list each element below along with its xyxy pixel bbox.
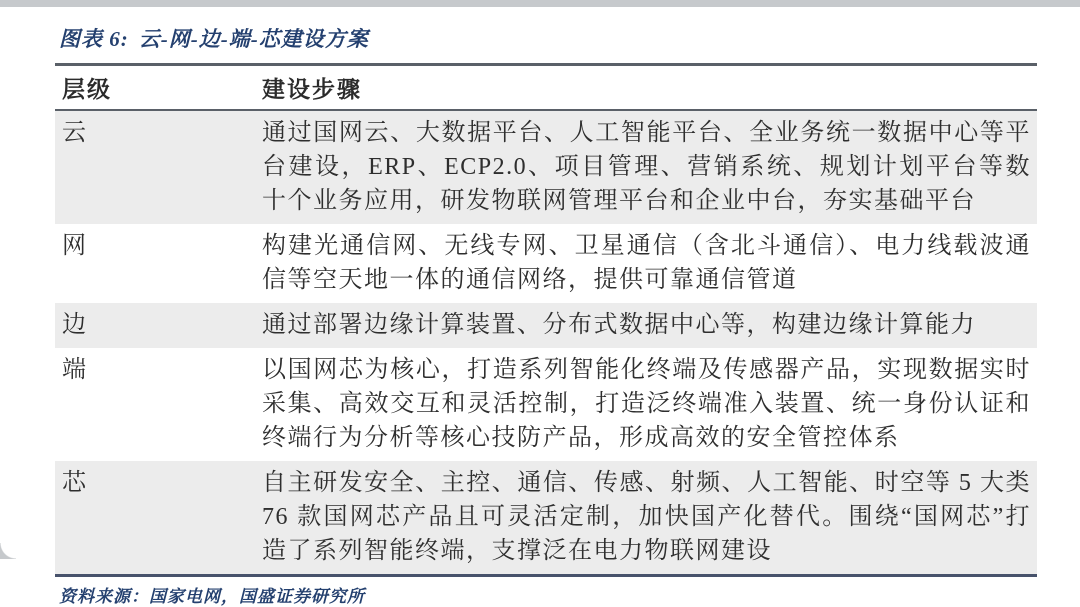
steps-cell-cloud: 通过国网云、大数据平台、人工智能平台、全业务统一数据中心等平台建设，ERP、ECP2.0、项目管理、营销系统、规划计划平台等数十个业务应用，研发物联网管理平台和企业中台，夯实基础平台 — [262, 120, 1031, 214]
table-header-row — [55, 65, 1037, 111]
rounded-corner-bottom-left — [0, 543, 16, 559]
level-cell-terminal: 端 — [62, 357, 88, 383]
figure-label: 图表 6: — [59, 27, 129, 51]
table-row-network — [55, 224, 1037, 303]
level-cell-network: 网 — [62, 233, 88, 259]
table-row-cloud — [55, 110, 1037, 224]
steps-cell-network: 构建光通信网、无线专网、卫星通信（含北斗通信）、电力线载波通信等空天地一体的通信网络，提供可靠通信管道 — [262, 233, 1031, 293]
source-text: 资料来源：国家电网，国盛证券研究所 — [59, 587, 365, 606]
steps-cell-terminal: 以国网芯为核心，打造系列智能化终端及传感器产品，实现数据实时采集、高效交互和灵活控制，打造泛终端准入装置、统一身份认证和终端行为分析等核心技防产品，形成高效的安全管控体系 — [262, 357, 1031, 451]
construction-plan-table — [55, 63, 1037, 577]
figure-content — [55, 7, 1037, 607]
level-cell-chip: 芯 — [62, 470, 88, 496]
figure-name: 云-网-边-端-芯建设方案 — [138, 27, 369, 51]
figure-title — [55, 7, 1037, 63]
column-header-steps: 建设步骤 — [262, 77, 362, 102]
steps-cell-chip: 自主研发安全、主控、通信、传感、射频、人工智能、时空等 5 大类 76 款国网芯产品且可灵活定制，加快国产化替代。围绕“国网芯”打造了系列智能终端，支撑泛在电力物联网建设 — [262, 470, 1031, 564]
top-edge-strip — [0, 0, 1080, 7]
table-row-chip — [55, 461, 1037, 576]
level-cell-cloud: 云 — [62, 120, 88, 146]
source-note — [55, 577, 1037, 607]
column-header-level: 层级 — [62, 77, 112, 102]
steps-cell-edge: 通过部署边缘计算装置、分布式数据中心等，构建边缘计算能力 — [262, 312, 976, 338]
level-cell-edge: 边 — [62, 312, 88, 338]
table-row-edge — [55, 303, 1037, 348]
table-row-terminal — [55, 348, 1037, 461]
